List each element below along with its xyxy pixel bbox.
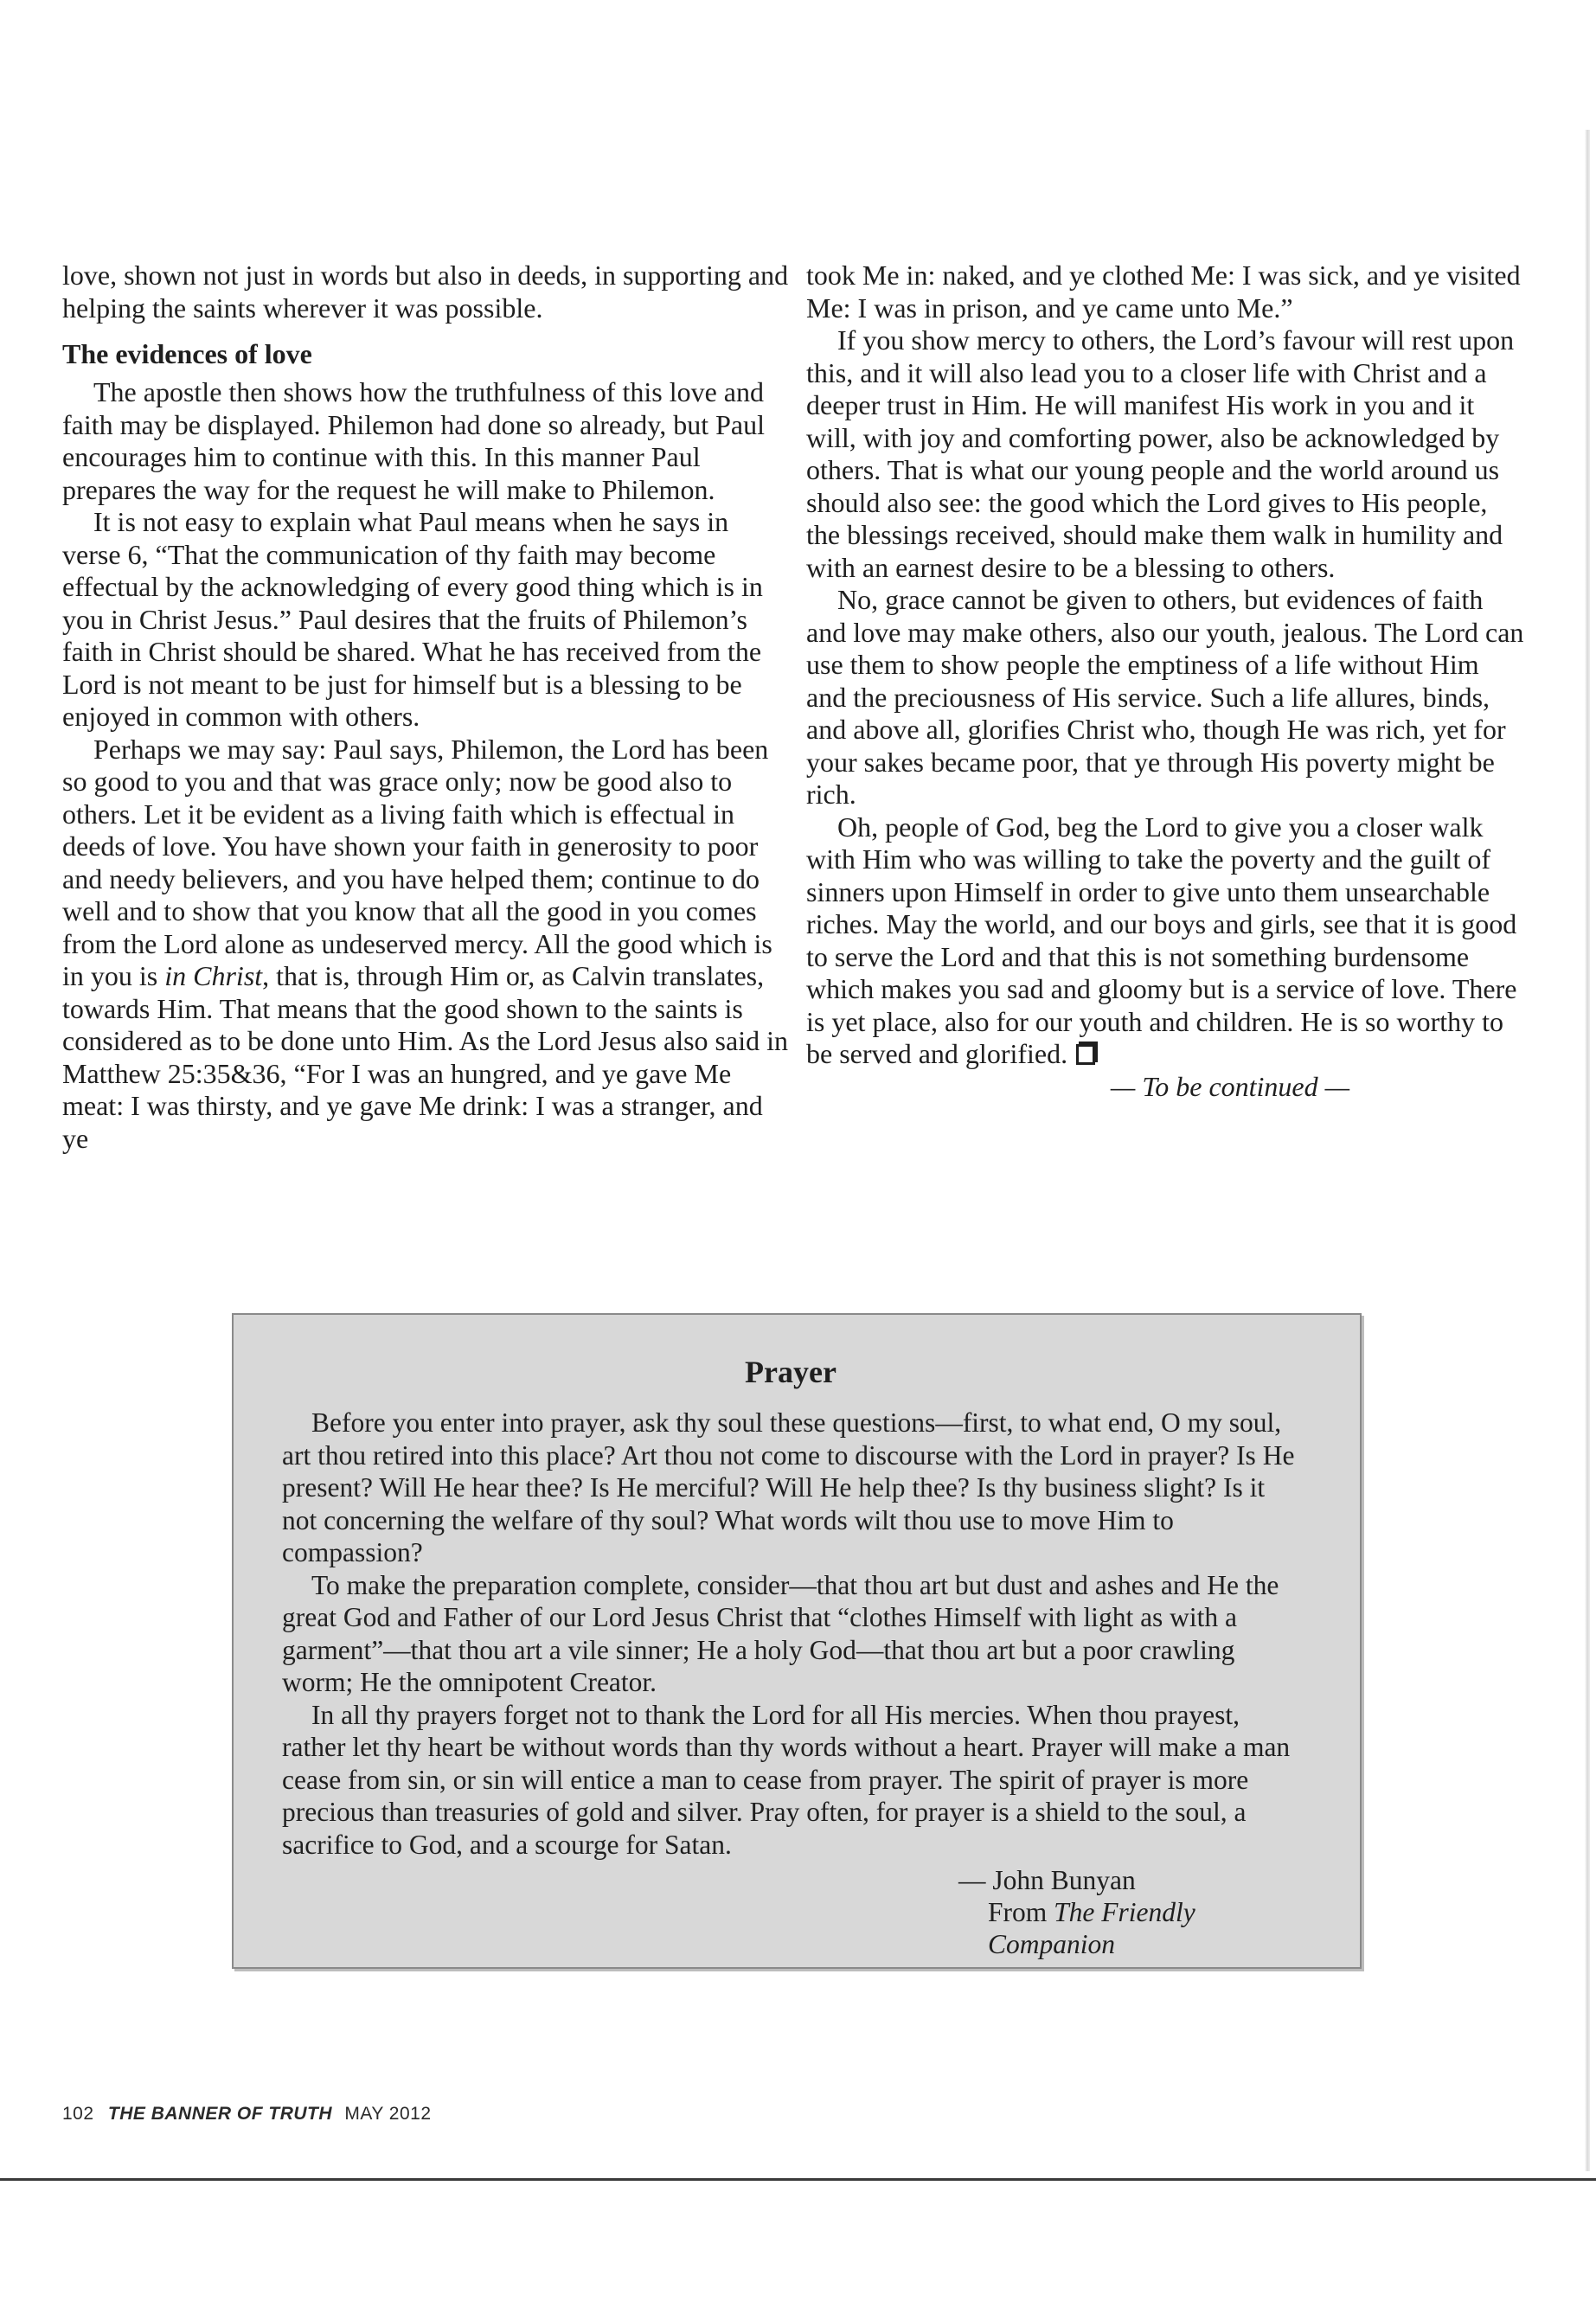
end-mark-icon — [1076, 1044, 1095, 1065]
p4-text-after: , that is, through Him or, as Calvin translates, towards Him. That means that the good shown to the saints is considered as to be done unto Him. As the Lord Jesus also said in Matthew 25:35&36, “For I was an hungred, and ye gave Me meat: I was thirsty, and ye gave Me drink: I was a stranger, and ye — [62, 960, 788, 1154]
right-paragraph-3: No, grace cannot be given to others, but evidences of faith and love may make others, also our youth, jealous. The Lord can use them to show people the emptiness of a life without Him and the preciousness of His service. Such a life allures, binds, and above all, glorifies Christ who, though He was rich, yet for your sakes became poor, that ye through His poverty might be rich. — [806, 584, 1524, 810]
right-column — [806, 260, 1524, 1103]
p4-text-before: Perhaps we may say: Paul says, Philemon, the Lord has been so good to you and that was grace only; now be good also to others. Let it be evident as a living faith which is effectual in deeds of love. You have shown your faith in generosity to poor and needy believers, and you have helped them; continue to do well and to show that you know that all the good in you comes from the Lord alone as undeserved mercy. All the good which is in you is — [62, 733, 772, 991]
prayer-attribution — [282, 1864, 1299, 1960]
prayer-paragraph-3: In all thy prayers forget not to thank the Lord for all His mercies. When thou prayest, rather let thy heart be without words than thy words without a heart. Prayer will make a man cease from sin, or sin will entice a man to cease from prayer. The spirit of prayer is more precious than treasuries of gold and silver. Pray often, for prayer is a shield to the soul, a sacrifice to God, and a scourge for Satan. — [282, 1699, 1291, 1860]
page-number: 102 — [62, 2104, 94, 2124]
left-paragraph-4 — [62, 734, 789, 1156]
left-paragraph-1: love, shown not just in words but also in deeds, in supporting and helping the saints wherever it was possible. — [62, 260, 789, 324]
issue-date: MAY 2012 — [344, 2104, 432, 2124]
publication-name: THE BANNER OF TRUTH — [107, 2104, 333, 2124]
left-paragraph-3: It is not easy to explain what Paul means when he says in verse 6, “That the communication of thy faith may become effectual by the acknowledging of every good thing which is in you in Christ Jesus.” Paul desires that the fruits of Philemon’s faith in Christ should be shared. What he has received from the Lord is not meant to be just for himself but is a blessing to be enjoyed in common with others. — [62, 506, 763, 732]
section-subheading: The evidences of love — [62, 338, 312, 369]
page-edge-shadow — [1585, 130, 1590, 2171]
right-paragraph-4-text: Oh, people of God, beg the Lord to give you a closer walk with Him who was willing to take the poverty and the guilt of sinners upon Himself in order to give unto them unsearchable riches. May the world, and our boys and girls, see that it is good to serve the Lord and that this is not something burdensome which makes you sad and gloomy but is a service of love. There is yet place, also for our youth and children. He is so worthy to be served and glorified. — [806, 811, 1517, 1069]
prayer-title: Prayer — [745, 1355, 836, 1389]
prayer-source — [958, 1896, 1299, 1960]
right-paragraph-1: took Me in: naked, and ye clothed Me: I was sick, and ye visited Me: I was in prison, and ye came unto Me.” — [806, 260, 1521, 324]
prayer-author: — John Bunyan — [958, 1865, 1136, 1895]
prayer-sidebar-box — [232, 1313, 1362, 1969]
right-paragraph-2: If you show mercy to others, the Lord’s favour will rest upon this, and it will also lead you to a closer life with Christ and a deeper trust in Him. He will manifest His work in you and it will, with joy and comforting power, also be acknowledged by others. That is what our young people and the world around us should also see: the good which the Lord gives to His people, the blessings received, should make them walk in humility and with an earnest desire to be a blessing to others. — [806, 324, 1515, 583]
prayer-paragraph-1: Before you enter into prayer, ask thy soul these questions—first, to what end, O my soul, art thou retired into this place? Art thou not come to discourse with the Lord in prayer? Is He present? Will He hear thee? Is He merciful? Will He help thee? Is thy business slight? Is it not concerning the welfare of thy soul? What words wilt thou use to move Him to compassion? — [282, 1407, 1295, 1567]
page-footer — [62, 2104, 432, 2125]
prayer-source-title: The Friendly Companion — [988, 1897, 1195, 1959]
bottom-rule-divider — [0, 2178, 1596, 2181]
to-be-continued: — To be continued — — [1110, 1070, 1350, 1102]
left-paragraph-2: The apostle then shows how the truthfulness of this love and faith may be displayed. Philemon had done so already, but Paul encourages him to continue with this. In this manner Paul prepares the way for the request he will make to Philemon. — [62, 376, 765, 505]
prayer-source-prefix: From — [988, 1897, 1054, 1927]
right-paragraph-4 — [806, 811, 1524, 1071]
left-column — [62, 260, 789, 1155]
prayer-paragraph-2: To make the preparation complete, consider—that thou art but dust and ashes and He the great God and Father of our Lord Jesus Christ that “clothes Himself with light as with a garment”—that thou art a vile sinner; He a holy God—that thou art but a poor crawling worm; He the omnipotent Creator. — [282, 1569, 1279, 1697]
p4-italic-phrase: in Christ — [164, 960, 263, 991]
